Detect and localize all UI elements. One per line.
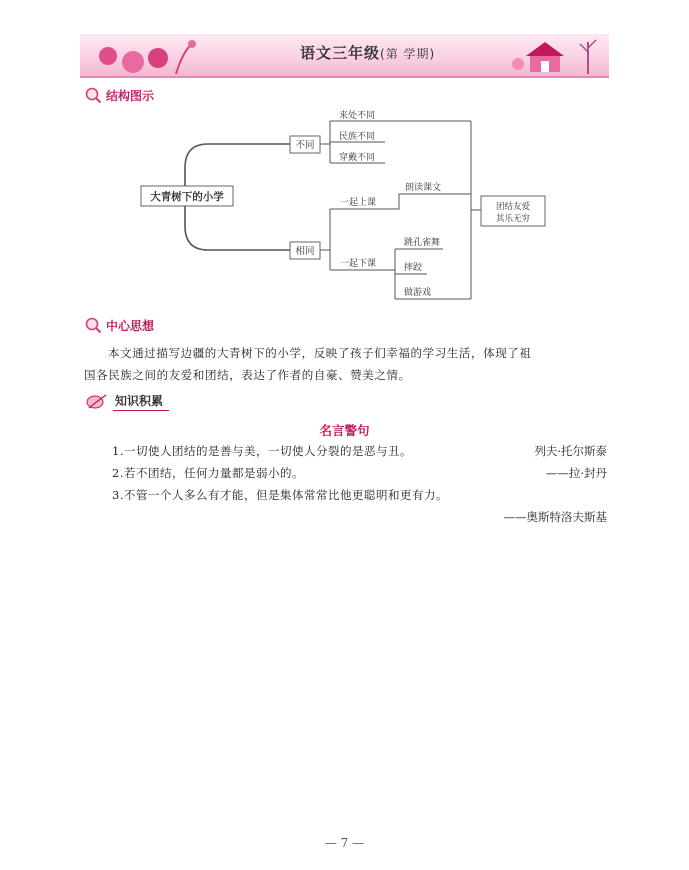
quote-3-text: 3.不管一个人多么有才能，但是集体常常比他更聪明和更有力。 xyxy=(112,488,448,502)
break-item-2: 摔跤 xyxy=(404,263,423,273)
break-item-3: 做游戏 xyxy=(404,288,432,298)
section-knowledge-heading xyxy=(86,392,169,411)
central-idea-heading-text: 中心思想 xyxy=(106,318,155,333)
conclusion-line-1: 团结友爱 xyxy=(495,202,531,212)
diff-item-1: 来处不同 xyxy=(339,111,376,121)
quotes-title: 名言警句 xyxy=(319,423,370,438)
central-idea-line-1: 本文通过描写边疆的大青树下的小学，反映了孩子们幸福的学习生活，体现了祖 xyxy=(108,346,532,360)
same-node-label: 相同 xyxy=(295,246,315,257)
diff-node-label: 不同 xyxy=(295,140,315,151)
knowledge-heading-text: 知识积累 xyxy=(113,392,169,411)
break-item-1: 跳孔雀舞 xyxy=(404,238,441,248)
same-node xyxy=(290,242,320,259)
quote-2-text: 2.若不团结，任何力量都是弱小的。 xyxy=(112,466,304,480)
diff-item-3: 穿戴不同 xyxy=(339,153,376,163)
diff-item-2: 民族不同 xyxy=(339,132,376,142)
page-number: — 7 — xyxy=(324,836,365,850)
decorative-flowers-icon xyxy=(88,36,198,76)
root-node-label: 大青树下的小学 xyxy=(150,191,224,203)
same-break-label: 一起下课 xyxy=(340,259,377,269)
conclusion-line-2: 其乐无穷 xyxy=(495,214,531,224)
same-class-label: 一起上课 xyxy=(340,198,377,208)
header-title-text: 语文三年级 xyxy=(300,44,381,62)
page-header-title xyxy=(300,42,435,63)
quote-3-author: ——奥斯特洛夫斯基 xyxy=(503,510,607,524)
diff-node xyxy=(290,136,320,153)
quote-2-author: ——拉·封丹 xyxy=(545,466,607,480)
decorative-house-icon xyxy=(510,34,605,76)
break-bracket xyxy=(385,249,395,299)
feather-pen-icon xyxy=(86,393,108,411)
class-item-1: 朗读课文 xyxy=(405,183,442,193)
section-structure-heading xyxy=(84,86,154,104)
central-idea-line-2: 国各民族之间的友爱和团结，表达了作者的自豪、赞美之情。 xyxy=(84,368,411,382)
conclusion-node xyxy=(481,196,545,226)
quote-1-text: 1.一切使人团结的是善与美，一切使人分裂的是恶与丑。 xyxy=(112,444,412,458)
same-bracket xyxy=(320,209,330,270)
magnifier-icon xyxy=(84,86,102,104)
class-item-connector xyxy=(385,194,451,209)
structure-diagram xyxy=(133,106,553,306)
quote-1-author: 列夫·托尔斯泰 xyxy=(534,444,607,458)
root-node xyxy=(141,186,233,206)
section-central-idea-heading xyxy=(84,316,154,334)
diff-bracket xyxy=(320,121,330,163)
structure-heading-text: 结构图示 xyxy=(106,88,155,103)
header-subtitle: (第 学期) xyxy=(380,47,436,61)
magnifier-icon xyxy=(84,316,102,334)
